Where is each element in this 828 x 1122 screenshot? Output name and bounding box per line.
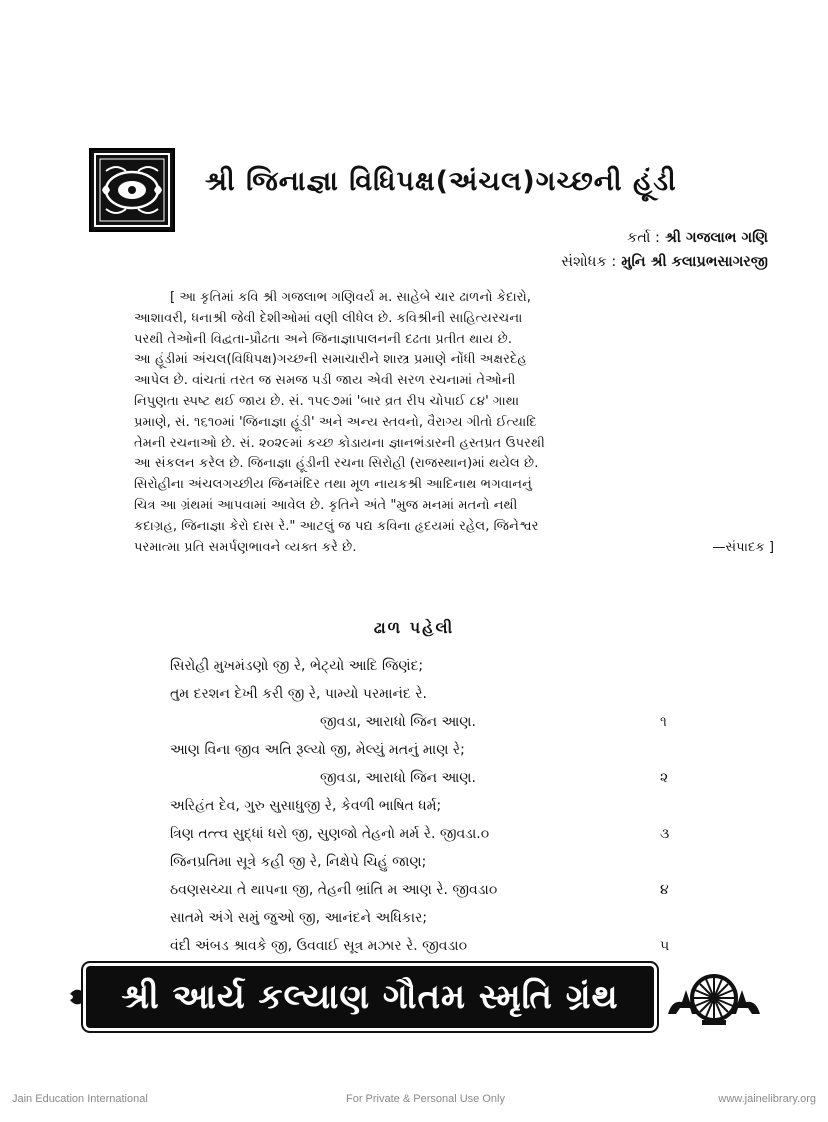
- intro-line: આ સંકલન કરેલ છે. જિનાજ્ઞા હૂંડીની રચના સિરોહી (રાજસ્થાન)માં થયેલ છે.: [134, 456, 539, 472]
- intro-line: આશાવરી, ધનાશ્રી જેવી દેશીઓમાં વણી લીધેલ છે. કવિશ્રીની સાહિત્યરચના: [134, 310, 523, 326]
- footer-publisher: Jain Education International: [12, 1093, 148, 1105]
- verse-line: [170, 652, 670, 680]
- book-banner: [68, 964, 768, 1032]
- verse-line: [170, 680, 670, 708]
- verse-text: સિરોહી મુખમંડણો જી રે, ભેટ્યો આદિ જિણંદ;: [170, 658, 424, 674]
- verse-number: ૨: [660, 770, 669, 786]
- verse-line: [170, 820, 670, 848]
- banner-title: શ્રી આર્ય કલ્યાણ ગૌતમ સ્મૃતિ ગ્રંથ: [121, 977, 619, 1017]
- verse-block: [170, 652, 670, 960]
- intro-line: આપેલ છે. વાંચતાં તરત જ સમજ પડી જાય એવી સરળ રચનામાં તેઓની: [134, 373, 516, 389]
- intro-line: આ હૂંડીમાં અંચલ(વિધિપક્ષ)ગચ્છની સમાચારીને શાસ્ત્ર પ્રમાણે નોંધી અક્ષરદેહ: [134, 352, 527, 368]
- author-name: શ્રી ગજલાભ ગણિ: [665, 230, 768, 246]
- verse-text: સાતમે અંગે સમું જુઓ જી, આનંદને અધિકાર;: [170, 910, 428, 926]
- verse-line: [170, 932, 670, 960]
- footer-usage-note: For Private & Personal Use Only: [346, 1093, 505, 1105]
- editor-label: સંશોધક :: [561, 254, 617, 270]
- banner-box: [86, 966, 654, 1028]
- section-heading: ઢાળ પહેલી: [373, 618, 455, 637]
- verse-line: [170, 876, 670, 904]
- verse-number: ૫: [660, 938, 670, 954]
- author-line: [627, 230, 768, 246]
- verse-text: તુમ દરશન દેખી કરી જી રે, પામ્યો પરમાનંદ રે.: [170, 686, 427, 702]
- intro-line: સિરોહીના અંચલગચ્છીય જિનમંદિર તથા મૂળ નાયકશ્રી આદિનાથ ભગવાનનું: [134, 477, 532, 493]
- footer-website-link[interactable]: www.jainelibrary.org: [718, 1093, 816, 1105]
- verse-line: [170, 904, 670, 932]
- verse-line: [170, 764, 670, 792]
- verse-text: જીવડા, આરાધો જિન આણ.: [320, 714, 476, 730]
- intro-line: [ આ કૃતિમાં કવિ શ્રી ગજલાભ ગણિવર્ય મ. સાહેબે ચાર ઢાળનો કેદારો,: [170, 290, 531, 305]
- verse-number: ૩: [660, 826, 670, 842]
- verse-text: જીવડા, આરાધો જિન આણ.: [320, 770, 476, 786]
- verse-line: [170, 792, 670, 820]
- intro-line: પરમાત્મા પ્રતિ સમર્પણભાવને વ્યક્ત કરે છે.: [134, 539, 357, 555]
- verse-number: ૪: [660, 882, 669, 898]
- intro-line: નિપુણતા સ્પષ્ટ થઈ જાય છે. સં. ૧૫૯૭માં 'બાર વ્રત રીપ ચોપાઈ ૮૪' ગાથા: [134, 393, 520, 409]
- intro-line: તેમની રચનાઓ છે. સં. ૨૦૨૯માં કચ્છ કોડાયના જ્ઞાનભંડારની હસ્તપ્રત ઉપરથી: [134, 435, 545, 451]
- deer-wheel-emblem-icon: [664, 970, 764, 1026]
- verse-text: વંદી અંબડ શ્રાવકે જી, ઉવવાઈ સૂત્ર મઝાર રે. જીવડા૦: [170, 938, 468, 954]
- intro-paragraph: [134, 288, 774, 558]
- verse-line: [170, 736, 670, 764]
- intro-line: ચિત્ર આ ગ્રંથમાં આપવામાં આવેલ છે. કૃતિને અંતે "મુજ મનમાં મતનો નથી: [134, 497, 518, 513]
- verse-text: ત્રિણ તત્ત્વ સુદ્ધાં ધરો જી, સુણજો તેહનો મર્મ રે. જીવડા.૦: [170, 826, 490, 842]
- verse-text: અરિહંત દેવ, ગુરુ સુસાધુજી રે, કેવળી ભાષિત ધર્મ;: [170, 798, 442, 814]
- verse-line: [170, 708, 670, 736]
- verse-text: આણ વિના જીવ અતિ રૂલ્યો જી, મેલ્યું મતનું માણ રે;: [170, 742, 465, 758]
- editor-line: [561, 254, 768, 270]
- verse-number: ૧: [660, 714, 667, 730]
- verse-line: [170, 848, 670, 876]
- ornament-emblem-icon: [89, 148, 175, 232]
- page-title: શ્રી જિનાજ્ઞા વિધિપક્ષ(અંચલ)ગચ્છની હૂંડી: [205, 166, 677, 197]
- editor-signature: —સંપાદક ]: [712, 539, 774, 555]
- intro-line: કદાગ્રહ, જિનાજ્ઞા કેરો દાસ રે." આટલું જ પદ્ય કવિના હૃદયમાં રહેલ, જિનેશ્વર: [134, 518, 539, 534]
- intro-last-line: [134, 538, 774, 559]
- author-label: કર્તા :: [627, 230, 660, 246]
- editor-name: મુનિ શ્રી કલાપ્રભસાગરજી: [621, 254, 768, 270]
- intro-line: પ્રમાણે, સં. ૧૬૧૦માં 'જિનાજ્ઞા હૂંડી' અને અન્ય સ્તવનો, વૈરાગ્ય ગીતો ઈત્યાદિ: [134, 414, 537, 430]
- verse-text: ઠવણસચ્ચા તે થાપના જી, તેહની ભ્રાંતિ મ આણ રે. જીવડા૦: [170, 882, 498, 898]
- verse-text: જિનપ્રતિમા સૂત્રે કહી જી રે, નિક્ષેપે ચિહું જાણ;: [170, 854, 427, 870]
- intro-line: પરથી તેઓની વિદ્વતા-પ્રૌઢતા અને જિનાજ્ઞાપાલનની દઢતા પ્રતીત થાય છે.: [134, 331, 513, 347]
